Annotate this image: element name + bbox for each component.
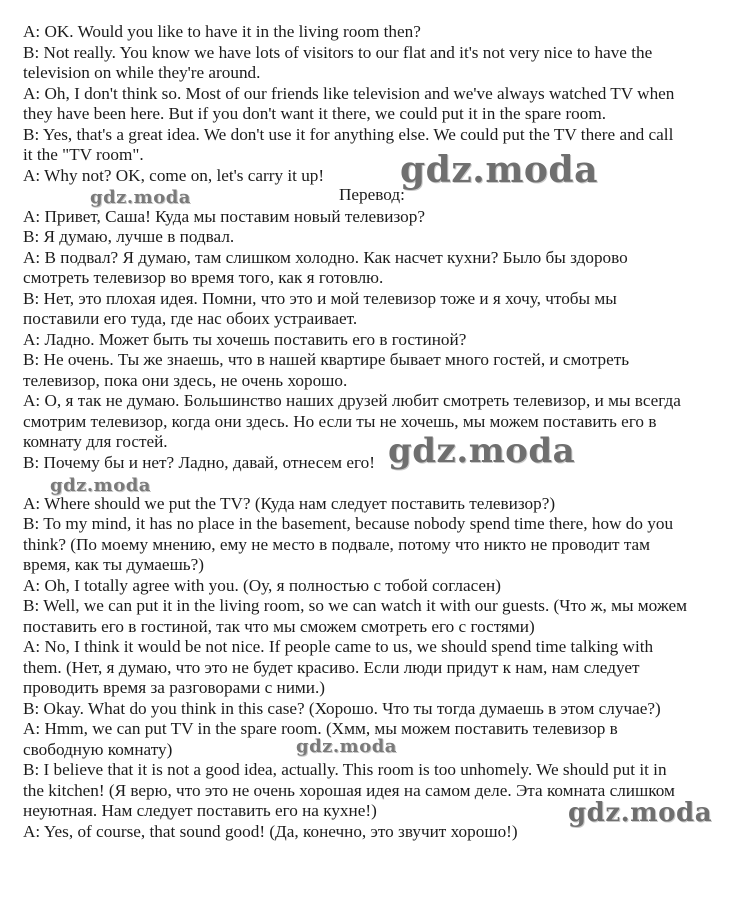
watermark-logo: gdz.moda: [296, 736, 397, 757]
text-line: A: Oh, I don't think so. Most of our friends like television and we've always watched TV when: [23, 83, 675, 103]
text-line: B: Well, we can put it in the living room, so we can watch it with our guests. (Что ж, мы можем: [23, 596, 687, 615]
text-line: B: Not really. You know we have lots of visitors to our flat and it's not very nice to have the: [23, 42, 653, 62]
text-line: B: I believe that it is not a good idea, actually. This room is too unhomely. We should put it in: [23, 760, 667, 779]
text-line: A: Ладно. Может быть ты хочешь поставить его в гостиной?: [23, 329, 467, 349]
watermark-logo: gdz.moda: [50, 475, 151, 496]
text-line: время, как ты думаешь?): [23, 555, 204, 574]
text-line: television on while they're around.: [23, 63, 261, 82]
text-line: поставили его туда, где нас обоих устраивает.: [23, 309, 358, 328]
text-line: A: Привет, Саша! Куда мы поставим новый телевизор?: [23, 206, 425, 226]
text-line: the kitchen! (Я верю, что это не очень хорошая идея на самом деле. Эта комната слишком: [23, 780, 675, 800]
text-line: B: Нет, это плохая идея. Помни, что это и мой телевизор тоже и я хочу, чтобы мы: [23, 288, 617, 308]
text-line: A: No, I think it would be not nice. If people came to us, we should spend time talking with: [23, 637, 654, 656]
translation-heading: Перевод:: [339, 185, 405, 204]
text-line: смотреть телевизор во время того, как я готовлю.: [23, 268, 384, 287]
text-line: поставить его в гостиной, так что мы сможем смотреть его с гостями): [23, 616, 535, 636]
watermark-logo: gdz.moda: [400, 149, 598, 191]
text-line: they have been here. But if you don't want it there, we could put it in the spare room.: [23, 104, 607, 123]
text-line: неуютная. Нам следует поставить его на кухне!): [23, 801, 377, 820]
text-line: A: В подвал? Я думаю, там слишком холодно. Как насчет кухни? Было бы здорово: [23, 247, 628, 267]
text-line: them. (Нет, я думаю, что это не будет красиво. Если люди придут к нам, нам следует: [23, 657, 640, 677]
text-line: A: Oh, I totally agree with you. (Оу, я полностью с тобой согласен): [23, 575, 501, 595]
watermark-logo: gdz.moda: [388, 431, 576, 471]
text-line: A: Yes, of course, that sound good! (Да, конечно, это звучит хорошо!): [23, 821, 518, 841]
text-line: B: Не очень. Ты же знаешь, что в нашей квартире бывает много гостей, и смотреть: [23, 350, 630, 369]
text-line: A: Hmm, we can put TV in the spare room. (Хмм, мы можем поставить телевизор в: [23, 719, 618, 738]
text-line: смотрим телевизор, когда они здесь. Но если ты не хочешь, мы можем поставить его в: [23, 411, 657, 431]
text-line: B: Я думаю, лучше в подвал.: [23, 227, 235, 246]
text-line: комнату для гостей.: [23, 432, 168, 451]
text-line: проводить время за разговорами с ними.): [23, 678, 326, 697]
text-line: A: Where should we put the TV? (Куда нам следует поставить телевизор?): [23, 493, 556, 513]
text-line: B: To my mind, it has no place in the basement, because nobody spend time there, how do you: [23, 514, 674, 533]
text-line: телевизор, пока они здесь, не очень хорошо.: [23, 370, 348, 390]
text-line: think? (По моему мнению, ему не место в подвале, потому что никто не проводит там: [23, 534, 651, 554]
text-line: A: OK. Would you like to have it in the living room then?: [23, 22, 421, 41]
text-line: B: Почему бы и нет? Ладно, давай, отнесем его!: [23, 452, 375, 472]
text-line: свободную комнату): [23, 739, 173, 759]
text-line: B: Okay. What do you think in this case? (Хорошо. Что ты тогда думаешь в этом случае?): [23, 698, 661, 718]
text-line: A: О, я так не думаю. Большинство наших друзей любит смотреть телевизор, и мы всегда: [23, 391, 681, 410]
text-line: A: Why not? OK, come on, let's carry it up!: [23, 165, 325, 185]
watermark-logo: gdz.moda: [90, 187, 191, 208]
text-line: B: Yes, that's a great idea. We don't use it for anything else. We could put the TV there and call: [23, 124, 674, 144]
watermark-logo: gdz.moda: [568, 798, 713, 828]
text-line: it the "TV room".: [23, 145, 144, 164]
